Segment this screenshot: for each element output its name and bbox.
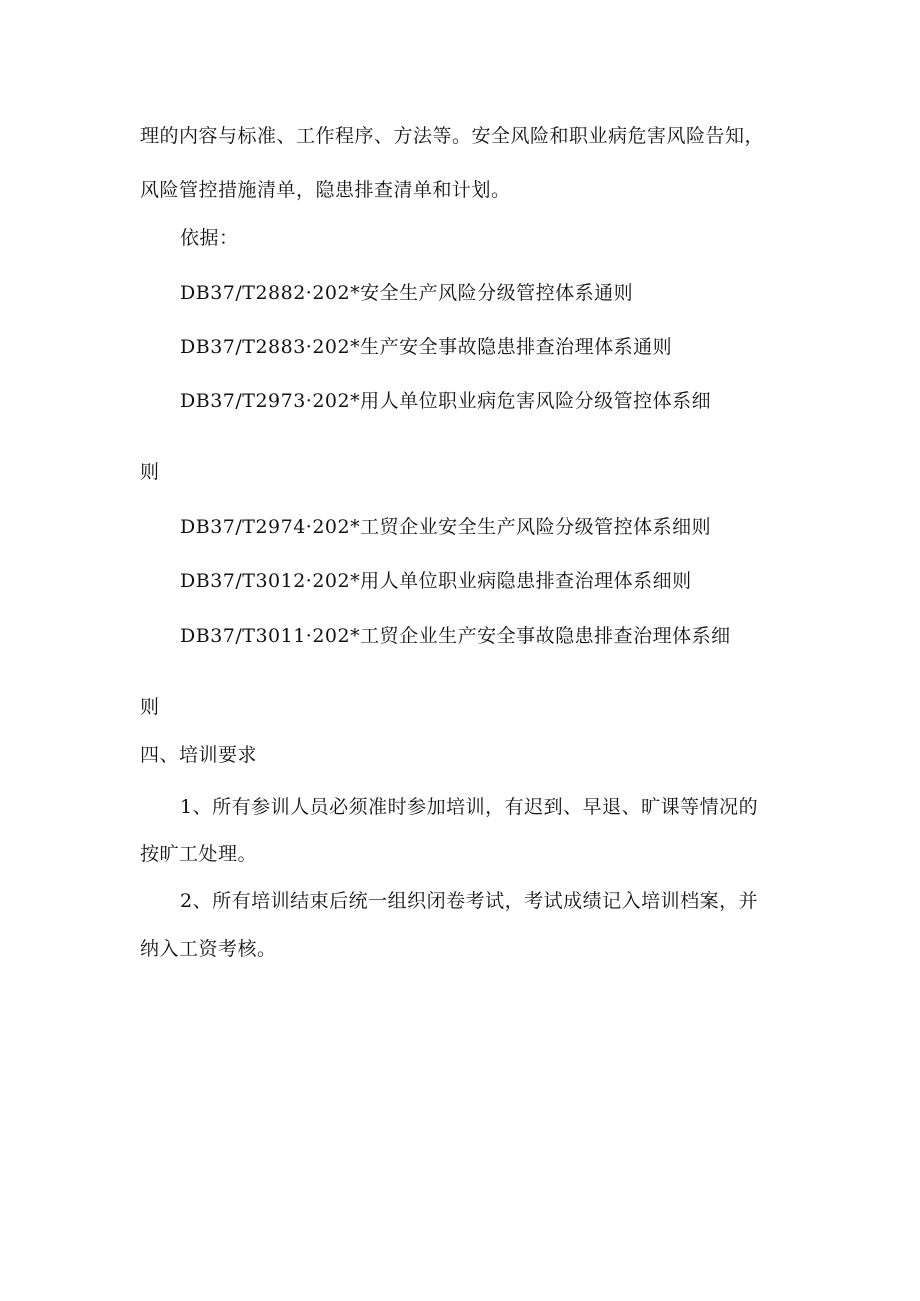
- standard-reference-continuation: 则: [140, 461, 160, 483]
- standard-reference: DB37/T2973·202*用人单位职业病危害风险分级管控体系细: [180, 390, 712, 412]
- standard-reference: DB37/T2882·202*安全生产风险分级管控体系通则: [180, 282, 634, 304]
- paragraph-line: 风险管控措施清单，隐患排查清单和计划。: [140, 179, 511, 201]
- standard-reference: DB37/T2883·202*生产安全事故隐患排查治理体系通则: [180, 336, 673, 358]
- standard-reference: DB37/T2974·202*工贸企业安全生产风险分级管控体系细则: [180, 516, 712, 538]
- paragraph-line: 理的内容与标准、工作程序、方法等。安全风险和职业病危害风险告知，: [140, 125, 765, 147]
- requirement-item-continuation: 按旷工处理。: [140, 843, 258, 865]
- section-heading: 四、培训要求: [140, 744, 258, 766]
- standard-reference: DB37/T3011·202*工贸企业生产安全事故隐患排查治理体系细: [180, 625, 731, 647]
- requirement-item: 2、所有培训结束后统一组织闭卷考试，考试成绩记入培训档案，并: [180, 890, 759, 912]
- standard-reference-continuation: 则: [140, 696, 160, 718]
- basis-heading: 依据：: [180, 227, 239, 249]
- requirement-item: 1、所有参训人员必须准时参加培训，有迟到、早退、旷课等情况的: [180, 796, 759, 818]
- requirement-item-continuation: 纳入工资考核。: [140, 938, 277, 960]
- standard-reference: DB37/T3012·202*用人单位职业病隐患排查治理体系细则: [180, 570, 692, 592]
